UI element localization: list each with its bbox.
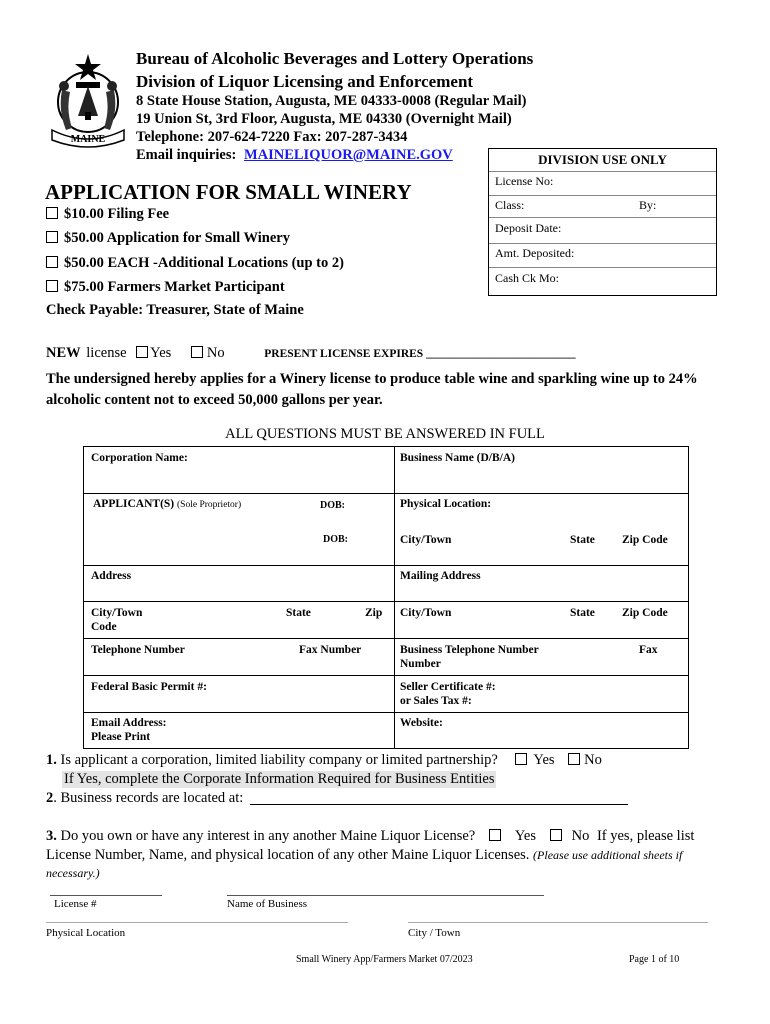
form-identifier: Small Winery App/Farmers Market 07/2023 [296,954,473,965]
class-field[interactable]: Class: By: [489,195,716,219]
page-number: Page 1 of 10 [629,954,680,965]
seal-text: MAINE [70,134,106,145]
division-use-title: DIVISION USE ONLY [538,152,667,167]
check-payable: Check Payable: Treasurer, State of Maine [46,302,304,318]
seller-certificate-field[interactable]: Seller Certificate #: or Sales Tax #: [400,681,496,707]
telephone-fax: Telephone: 207-624-7220 Fax: 207-287-3434 [136,129,408,145]
website-field[interactable]: Website: [400,717,443,729]
physical-location-line[interactable] [46,922,348,923]
zip-field[interactable]: Zip [365,607,383,619]
question-2: 2. Business records are located at: [46,790,244,806]
question-3: 3. Do you own or have any interest in any another Maine Liquor License? Yes No If yes, please list [46,828,695,844]
dob-field-1[interactable]: DOB: [320,500,345,511]
checkbox[interactable] [46,231,58,243]
overnight-mail-address: 19 Union St, 3rd Floor, Augusta, ME 04330 (Overnight Mail) [136,111,512,127]
question-3-line-2: License Number, Name, and physical location of any other Maine Liquor Licenses. (Please use additional sheets if necessary.) [46,847,683,880]
state-field[interactable]: State [286,607,311,619]
city-field[interactable]: City/Town Code [91,607,143,633]
agency-name: Bureau of Alcoholic Beverages and Lottery Operations [136,49,534,68]
checkbox[interactable] [46,280,58,292]
physical-location-field[interactable]: Physical Location: [400,498,492,510]
physical-zip-field[interactable]: Zip Code [622,534,668,546]
fee-farmers-market[interactable]: $75.00 Farmers Market Participant [46,279,285,296]
address-field[interactable]: Address [91,570,132,582]
federal-permit-field[interactable]: Federal Basic Permit #: [91,681,207,693]
telephone-field[interactable]: Telephone Number [91,644,185,656]
business-name-line[interactable] [227,895,544,896]
cash-ck-mo-field[interactable]: Cash Ck Mo: [489,267,716,293]
checkbox[interactable] [46,256,58,268]
applicant-info-table [83,446,689,749]
fee-filing[interactable]: $10.00 Filing Fee [46,206,169,223]
mailing-zip-field[interactable]: Zip Code [622,607,668,619]
new-license-yes-checkbox[interactable] [136,346,148,358]
q1-no-checkbox[interactable] [568,753,580,765]
physical-location-label: Physical Location [46,927,126,939]
business-name-field[interactable]: Business Name (D/B/A) [400,452,516,464]
business-fax-field[interactable]: Fax [639,644,658,656]
deposit-date-field[interactable]: Deposit Date: [489,217,716,243]
checkbox[interactable] [46,207,58,219]
regular-mail-address: 8 State House Station, Augusta, ME 04333-0008 (Regular Mail) [136,93,527,109]
mailing-state-field[interactable]: State [570,607,595,619]
mailing-address-field[interactable]: Mailing Address [400,570,481,582]
business-name-label: Name of Business [227,898,308,910]
fax-number-field[interactable]: Fax Number [299,644,362,656]
present-license-expires: PRESENT LICENSE EXPIRES __________________________ [264,348,576,360]
q3-no-checkbox[interactable] [550,829,562,841]
license-no-field[interactable]: License No: [489,171,716,195]
application-statement: The undersigned hereby applies for a Winery license to produce table wine and sparkling wine up to 24% alcoholic content not to exceed 50,000 gallons per year. [46,371,698,408]
mailing-city-field[interactable]: City/Town [400,607,452,619]
license-number-line[interactable] [50,895,162,896]
q1-yes-checkbox[interactable] [515,753,527,765]
business-telephone-field[interactable]: Business Telephone Number Number [400,644,539,670]
physical-city-field[interactable]: City/Town [400,534,452,546]
division-name: Division of Liquor Licensing and Enforcement [136,72,474,91]
division-use-box [488,148,717,296]
dob-field-2[interactable]: DOB: [323,534,348,545]
new-license-line: NEW license Yes No PRESENT LICENSE EXPIRES __________________________ [46,345,576,361]
fee-additional-locations[interactable]: $50.00 EACH -Additional Locations (up to 2) [46,255,344,272]
all-questions-notice: ALL QUESTIONS MUST BE ANSWERED IN FULL [225,426,545,442]
q1-note: If Yes, complete the Corporate Information Required for Business Entities [64,771,495,787]
email-address-field[interactable]: Email Address: Please Print [91,717,167,743]
corporation-name-field[interactable]: Corporation Name: [91,452,188,464]
new-license-no-checkbox[interactable] [191,346,203,358]
email-link[interactable]: MAINELIQUOR@MAINE.GOV [243,147,453,163]
form-title: APPLICATION FOR SMALL WINERY [45,180,412,204]
by-label: By: [639,198,657,212]
physical-state-field[interactable]: State [570,534,595,546]
records-location-line[interactable] [250,804,628,805]
state-seal-icon [44,50,132,150]
amt-deposited-field[interactable]: Amt. Deposited: [489,243,716,267]
license-number-label: License # [54,898,97,910]
question-1: 1. Is applicant a corporation, limited liability company or limited partnership? Yes No [46,752,602,768]
q3-yes-checkbox[interactable] [489,829,501,841]
city-town-label: City / Town [408,927,461,939]
email-line [136,147,453,164]
fee-application[interactable]: $50.00 Application for Small Winery [46,230,290,247]
city-town-line[interactable] [408,922,708,923]
applicant-field[interactable]: APPLICANT(S) (Sole Proprietor) [93,498,242,510]
email-label: Email inquiries: [136,147,237,163]
